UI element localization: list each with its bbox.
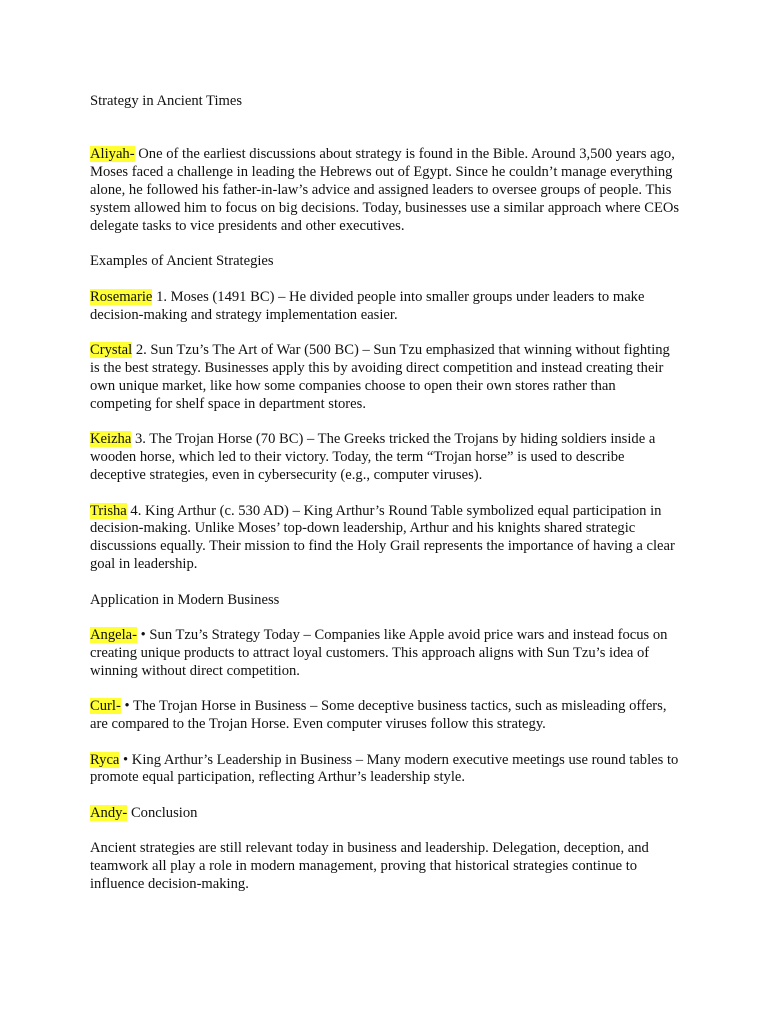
speaker-highlight: Keizha bbox=[90, 431, 132, 448]
document-page bbox=[90, 93, 680, 912]
example-paragraph bbox=[90, 503, 680, 575]
speaker-highlight: Curl- bbox=[90, 698, 121, 715]
paragraph-text: 4. King Arthur (c. 530 AD) – King Arthur’s Round Table symbolized equal participation in decision-making. Unlike Moses’ top-down leadership, Arthur and his knights shared strategic discussions equally. Their mission to find the Holy Grail represents the importance of having a clear goal in leadership. bbox=[90, 502, 675, 573]
example-paragraph bbox=[90, 431, 680, 485]
speaker-highlight: Rosemarie bbox=[90, 288, 153, 305]
paragraph-text: 2. Sun Tzu’s The Art of War (500 BC) – Sun Tzu emphasized that winning without fighting is the best strategy. Businesses apply this by avoiding direct competition and instead creating their own unique market, like how some companies choose to open their own stores rather than competing for shelf space in department stores. bbox=[90, 342, 670, 412]
example-paragraph bbox=[90, 342, 680, 414]
speaker-highlight: Ryca bbox=[90, 751, 120, 768]
paragraph-text: Conclusion bbox=[127, 804, 198, 821]
intro-paragraph bbox=[90, 146, 680, 236]
paragraph-text: • The Trojan Horse in Business – Some deceptive business tactics, such as misleading offers, are compared to the Trojan Horse. Even computer viruses follow this strategy. bbox=[90, 698, 667, 733]
speaker-highlight: Andy- bbox=[90, 804, 128, 821]
speaker-highlight: Crystal bbox=[90, 342, 133, 359]
speaker-highlight: Trisha bbox=[90, 502, 127, 519]
paragraph-text: One of the earliest discussions about strategy is found in the Bible. Around 3,500 years ago, Moses faced a challenge in leading the Hebrews out of Egypt. Since he couldn’t manage everything alone, he followed his father-in-law’s advice and assigned leaders to oversee groups of people. This system allowed him to focus on big decisions. Today, businesses use a similar approach where CEOs delegate tasks to vice presidents and other executives. bbox=[90, 146, 680, 235]
paragraph-text: 1. Moses (1491 BC) – He divided people into smaller groups under leaders to make decision-making and strategy implementation easier. bbox=[90, 288, 645, 323]
conclusion-paragraph: Ancient strategies are still relevant today in business and leadership. Delegation, deception, and teamwork all play a role in modern management, proving that historical strategies continue to influence decision-making. bbox=[90, 840, 649, 893]
paragraph-text: 3. The Trojan Horse (70 BC) – The Greeks tricked the Trojans by hiding soldiers inside a wooden horse, which led to their victory. Today, the term “Trojan horse” is used to describe deceptive strategies, even in cybersecurity (e.g., computer viruses). bbox=[90, 431, 656, 484]
document-title: Strategy in Ancient Times bbox=[90, 93, 243, 109]
application-paragraph bbox=[90, 698, 680, 734]
application-paragraph bbox=[90, 752, 680, 788]
section-heading-examples: Examples of Ancient Strategies bbox=[90, 253, 274, 270]
speaker-highlight: Aliyah- bbox=[90, 146, 135, 163]
paragraph-text: • Sun Tzu’s Strategy Today – Companies like Apple avoid price wars and instead focus on creating unique products to attract loyal customers. This approach aligns with Sun Tzu’s idea of winning without direct competition. bbox=[90, 627, 668, 679]
section-heading-applications: Application in Modern Business bbox=[90, 591, 280, 608]
application-paragraph bbox=[90, 627, 680, 681]
example-paragraph bbox=[90, 289, 680, 325]
conclusion-heading bbox=[90, 805, 680, 823]
speaker-highlight: Angela- bbox=[90, 627, 138, 644]
paragraph-text: • King Arthur’s Leadership in Business – Many modern executive meetings use round tables to promote equal participation, reflecting Arthur’s leadership style. bbox=[90, 751, 679, 786]
